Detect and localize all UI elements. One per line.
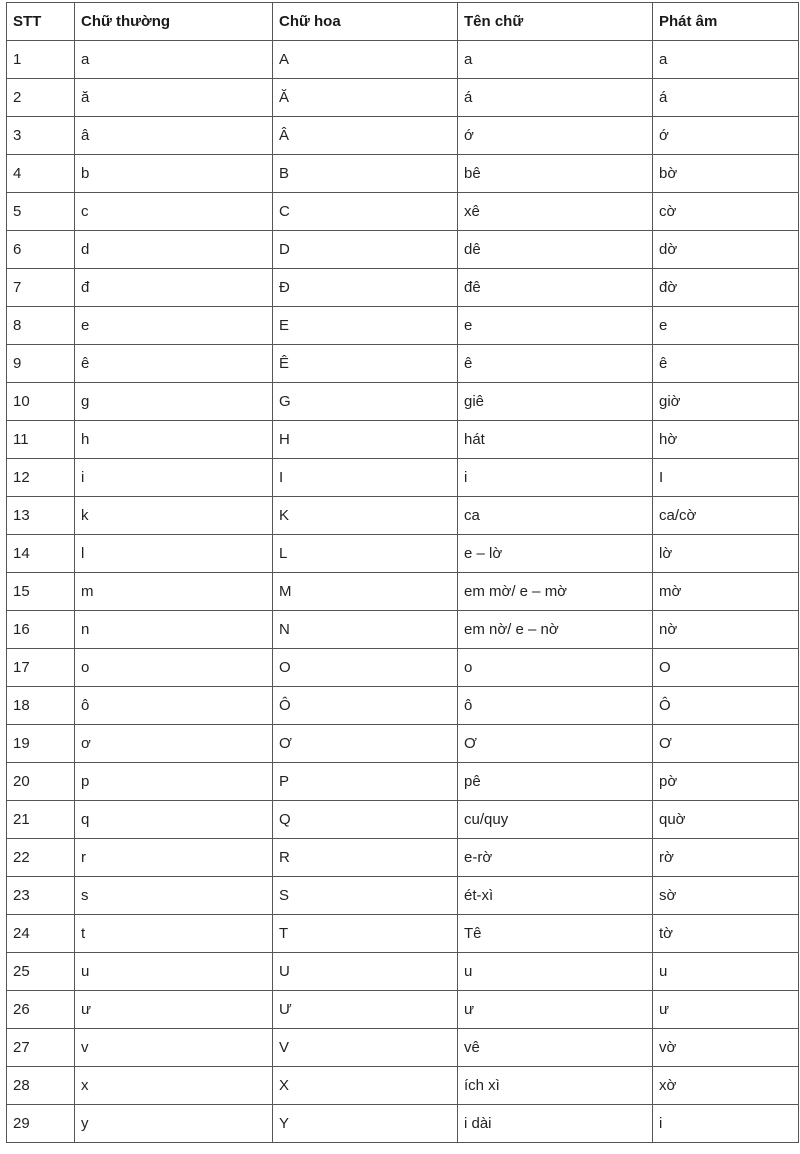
- cell-lowercase: ă: [75, 79, 273, 117]
- cell-lowercase: s: [75, 877, 273, 915]
- table-row: [7, 611, 799, 649]
- cell-uppercase: Ư: [273, 991, 458, 1029]
- cell-uppercase: D: [273, 231, 458, 269]
- table-row: [7, 649, 799, 687]
- cell-uppercase: L: [273, 535, 458, 573]
- table-row: [7, 915, 799, 953]
- cell-letter-name: đê: [458, 269, 653, 307]
- cell-uppercase: U: [273, 953, 458, 991]
- cell-lowercase: a: [75, 41, 273, 79]
- alphabet-table: [6, 2, 799, 1143]
- cell-letter-name: ư: [458, 991, 653, 1029]
- cell-stt: 10: [7, 383, 75, 421]
- cell-letter-name: i dài: [458, 1105, 653, 1143]
- cell-pronunciation: cờ: [653, 193, 799, 231]
- cell-lowercase: q: [75, 801, 273, 839]
- cell-stt: 29: [7, 1105, 75, 1143]
- cell-pronunciation: hờ: [653, 421, 799, 459]
- cell-stt: 5: [7, 193, 75, 231]
- table-header: [7, 3, 799, 41]
- cell-uppercase: A: [273, 41, 458, 79]
- cell-letter-name: em nờ/ e – nờ: [458, 611, 653, 649]
- cell-stt: 17: [7, 649, 75, 687]
- cell-pronunciation: ư: [653, 991, 799, 1029]
- cell-letter-name: hát: [458, 421, 653, 459]
- table-row: [7, 953, 799, 991]
- cell-uppercase: Ơ: [273, 725, 458, 763]
- cell-pronunciation: O: [653, 649, 799, 687]
- cell-stt: 4: [7, 155, 75, 193]
- cell-uppercase: V: [273, 1029, 458, 1067]
- table-row: [7, 421, 799, 459]
- cell-lowercase: v: [75, 1029, 273, 1067]
- cell-lowercase: r: [75, 839, 273, 877]
- table-row: [7, 117, 799, 155]
- cell-lowercase: â: [75, 117, 273, 155]
- cell-lowercase: i: [75, 459, 273, 497]
- header-stt: STT: [7, 3, 75, 41]
- cell-pronunciation: bờ: [653, 155, 799, 193]
- cell-pronunciation: vờ: [653, 1029, 799, 1067]
- cell-lowercase: ê: [75, 345, 273, 383]
- cell-uppercase: Y: [273, 1105, 458, 1143]
- header-lowercase: Chữ thường: [75, 3, 273, 41]
- cell-uppercase: Đ: [273, 269, 458, 307]
- cell-pronunciation: nờ: [653, 611, 799, 649]
- header-row: [7, 3, 799, 41]
- cell-stt: 14: [7, 535, 75, 573]
- cell-letter-name: á: [458, 79, 653, 117]
- table-row: [7, 725, 799, 763]
- cell-lowercase: ô: [75, 687, 273, 725]
- cell-uppercase: Ô: [273, 687, 458, 725]
- cell-lowercase: y: [75, 1105, 273, 1143]
- table-row: [7, 383, 799, 421]
- cell-stt: 16: [7, 611, 75, 649]
- cell-uppercase: K: [273, 497, 458, 535]
- cell-lowercase: h: [75, 421, 273, 459]
- cell-pronunciation: mờ: [653, 573, 799, 611]
- cell-stt: 8: [7, 307, 75, 345]
- table-row: [7, 193, 799, 231]
- cell-uppercase: I: [273, 459, 458, 497]
- cell-uppercase: R: [273, 839, 458, 877]
- header-letter-name: Tên chữ: [458, 3, 653, 41]
- cell-uppercase: T: [273, 915, 458, 953]
- cell-uppercase: C: [273, 193, 458, 231]
- cell-stt: 24: [7, 915, 75, 953]
- cell-uppercase: G: [273, 383, 458, 421]
- cell-stt: 6: [7, 231, 75, 269]
- cell-uppercase: P: [273, 763, 458, 801]
- cell-lowercase: n: [75, 611, 273, 649]
- cell-stt: 12: [7, 459, 75, 497]
- cell-pronunciation: quờ: [653, 801, 799, 839]
- table-row: [7, 1067, 799, 1105]
- table-row: [7, 269, 799, 307]
- cell-letter-name: cu/quy: [458, 801, 653, 839]
- table-row: [7, 1105, 799, 1143]
- cell-stt: 15: [7, 573, 75, 611]
- table-row: [7, 41, 799, 79]
- cell-stt: 13: [7, 497, 75, 535]
- cell-uppercase: Ê: [273, 345, 458, 383]
- cell-letter-name: ê: [458, 345, 653, 383]
- cell-pronunciation: ớ: [653, 117, 799, 155]
- cell-letter-name: a: [458, 41, 653, 79]
- table-row: [7, 573, 799, 611]
- table-row: [7, 801, 799, 839]
- table-row: [7, 991, 799, 1029]
- cell-pronunciation: xờ: [653, 1067, 799, 1105]
- table-row: [7, 307, 799, 345]
- cell-letter-name: em mờ/ e – mờ: [458, 573, 653, 611]
- cell-lowercase: p: [75, 763, 273, 801]
- cell-lowercase: g: [75, 383, 273, 421]
- cell-lowercase: k: [75, 497, 273, 535]
- cell-lowercase: m: [75, 573, 273, 611]
- cell-letter-name: u: [458, 953, 653, 991]
- table-row: [7, 497, 799, 535]
- table-row: [7, 459, 799, 497]
- cell-stt: 21: [7, 801, 75, 839]
- header-uppercase: Chữ hoa: [273, 3, 458, 41]
- cell-pronunciation: tờ: [653, 915, 799, 953]
- cell-letter-name: Tê: [458, 915, 653, 953]
- cell-lowercase: e: [75, 307, 273, 345]
- cell-pronunciation: rờ: [653, 839, 799, 877]
- cell-uppercase: Â: [273, 117, 458, 155]
- cell-letter-name: xê: [458, 193, 653, 231]
- cell-letter-name: e – lờ: [458, 535, 653, 573]
- cell-lowercase: o: [75, 649, 273, 687]
- cell-lowercase: b: [75, 155, 273, 193]
- cell-stt: 20: [7, 763, 75, 801]
- cell-stt: 7: [7, 269, 75, 307]
- cell-lowercase: d: [75, 231, 273, 269]
- cell-letter-name: bê: [458, 155, 653, 193]
- cell-stt: 9: [7, 345, 75, 383]
- cell-uppercase: E: [273, 307, 458, 345]
- table-row: [7, 345, 799, 383]
- cell-pronunciation: e: [653, 307, 799, 345]
- table-body: [7, 41, 799, 1143]
- cell-uppercase: N: [273, 611, 458, 649]
- cell-pronunciation: đờ: [653, 269, 799, 307]
- cell-letter-name: vê: [458, 1029, 653, 1067]
- table-row: [7, 535, 799, 573]
- cell-stt: 23: [7, 877, 75, 915]
- cell-lowercase: c: [75, 193, 273, 231]
- cell-stt: 3: [7, 117, 75, 155]
- cell-pronunciation: pờ: [653, 763, 799, 801]
- cell-letter-name: e: [458, 307, 653, 345]
- cell-uppercase: O: [273, 649, 458, 687]
- cell-letter-name: o: [458, 649, 653, 687]
- cell-pronunciation: I: [653, 459, 799, 497]
- cell-lowercase: l: [75, 535, 273, 573]
- cell-uppercase: B: [273, 155, 458, 193]
- cell-pronunciation: Ơ: [653, 725, 799, 763]
- cell-pronunciation: i: [653, 1105, 799, 1143]
- cell-stt: 22: [7, 839, 75, 877]
- cell-letter-name: i: [458, 459, 653, 497]
- cell-uppercase: M: [273, 573, 458, 611]
- table-row: [7, 79, 799, 117]
- cell-pronunciation: giờ: [653, 383, 799, 421]
- header-pronunciation: Phát âm: [653, 3, 799, 41]
- cell-pronunciation: sờ: [653, 877, 799, 915]
- cell-stt: 11: [7, 421, 75, 459]
- cell-stt: 25: [7, 953, 75, 991]
- cell-letter-name: ét-xì: [458, 877, 653, 915]
- table-row: [7, 155, 799, 193]
- cell-letter-name: e-rờ: [458, 839, 653, 877]
- table-row: [7, 231, 799, 269]
- cell-stt: 27: [7, 1029, 75, 1067]
- cell-stt: 1: [7, 41, 75, 79]
- table-row: [7, 839, 799, 877]
- cell-stt: 18: [7, 687, 75, 725]
- cell-stt: 2: [7, 79, 75, 117]
- cell-pronunciation: Ô: [653, 687, 799, 725]
- cell-pronunciation: ê: [653, 345, 799, 383]
- table-row: [7, 687, 799, 725]
- cell-pronunciation: á: [653, 79, 799, 117]
- cell-letter-name: giê: [458, 383, 653, 421]
- cell-lowercase: t: [75, 915, 273, 953]
- cell-lowercase: x: [75, 1067, 273, 1105]
- cell-uppercase: Ă: [273, 79, 458, 117]
- cell-letter-name: ô: [458, 687, 653, 725]
- cell-uppercase: S: [273, 877, 458, 915]
- cell-letter-name: Ơ: [458, 725, 653, 763]
- table-row: [7, 763, 799, 801]
- cell-lowercase: đ: [75, 269, 273, 307]
- cell-uppercase: X: [273, 1067, 458, 1105]
- cell-letter-name: ớ: [458, 117, 653, 155]
- cell-uppercase: H: [273, 421, 458, 459]
- cell-letter-name: ích xì: [458, 1067, 653, 1105]
- cell-pronunciation: lờ: [653, 535, 799, 573]
- cell-pronunciation: ca/cờ: [653, 497, 799, 535]
- cell-lowercase: ơ: [75, 725, 273, 763]
- cell-stt: 28: [7, 1067, 75, 1105]
- cell-stt: 19: [7, 725, 75, 763]
- cell-letter-name: dê: [458, 231, 653, 269]
- cell-lowercase: u: [75, 953, 273, 991]
- cell-letter-name: pê: [458, 763, 653, 801]
- cell-pronunciation: a: [653, 41, 799, 79]
- cell-pronunciation: u: [653, 953, 799, 991]
- cell-stt: 26: [7, 991, 75, 1029]
- cell-uppercase: Q: [273, 801, 458, 839]
- table-row: [7, 1029, 799, 1067]
- cell-letter-name: ca: [458, 497, 653, 535]
- cell-lowercase: ư: [75, 991, 273, 1029]
- table-row: [7, 877, 799, 915]
- cell-pronunciation: dờ: [653, 231, 799, 269]
